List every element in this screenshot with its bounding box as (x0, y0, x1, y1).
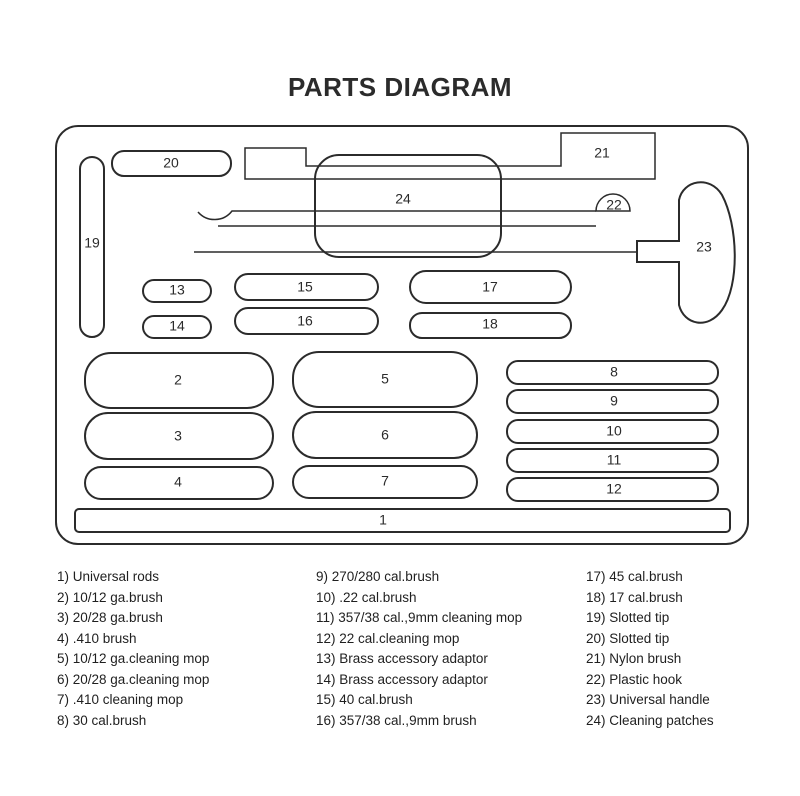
legend-item: 1) Universal rods (57, 569, 160, 584)
legend-item: 21) Nylon brush (586, 651, 682, 666)
label-15: 15 (297, 278, 313, 295)
label-24: 24 (395, 190, 411, 207)
legend-item: 12) 22 cal.cleaning mop (316, 630, 460, 646)
legend-item: 4) .410 brush (57, 630, 137, 646)
legend-item: 10) .22 cal.brush (316, 589, 417, 605)
legend-item: 5) 10/12 ga.cleaning mop (57, 651, 210, 666)
legend-item: 6) 20/28 ga.cleaning mop (57, 671, 210, 687)
label-16: 16 (297, 312, 313, 329)
legend-item: 19) Slotted tip (586, 610, 670, 625)
legend-item: 16) 357/38 cal.,9mm brush (316, 712, 477, 728)
label-9: 9 (610, 392, 618, 409)
label-5: 5 (381, 370, 389, 387)
label-4: 4 (174, 473, 182, 490)
label-3: 3 (174, 427, 182, 444)
label-19: 19 (84, 234, 100, 251)
label-14: 14 (169, 317, 185, 334)
label-22: 22 (606, 196, 622, 213)
slot-23 (637, 182, 735, 322)
legend-item: 11) 357/38 cal.,9mm cleaning mop (316, 610, 523, 625)
legend-item: 8) 30 cal.brush (57, 712, 147, 728)
label-12: 12 (606, 480, 622, 497)
label-8: 8 (610, 363, 618, 380)
slot-1 (75, 509, 730, 532)
legend-column-2 (316, 567, 522, 731)
label-13: 13 (169, 281, 185, 298)
legend-column-3 (586, 567, 714, 731)
legend-item: 24) Cleaning patches (586, 712, 714, 728)
label-6: 6 (381, 426, 389, 443)
case-outline (56, 126, 748, 544)
legend-item: 9) 270/280 cal.brush (316, 569, 440, 584)
label-2: 2 (174, 371, 182, 388)
label-18: 18 (482, 315, 498, 332)
legend-item: 13) Brass accessory adaptor (316, 651, 488, 666)
diagram-title: PARTS DIAGRAM (287, 72, 513, 102)
label-7: 7 (381, 472, 389, 489)
legend-item: 20) Slotted tip (586, 630, 670, 646)
legend-item: 15) 40 cal.brush (316, 692, 413, 707)
legend-item: 17) 45 cal.brush (586, 569, 683, 584)
label-17: 17 (482, 278, 498, 295)
legend-item: 7) .410 cleaning mop (57, 692, 184, 707)
label-10: 10 (606, 422, 622, 439)
label-1: 1 (379, 511, 387, 528)
legend-item: 18) 17 cal.brush (586, 589, 683, 605)
label-11: 11 (606, 451, 622, 468)
legend-item: 23) Universal handle (586, 692, 710, 707)
legend-column-1 (57, 567, 209, 731)
label-20: 20 (163, 154, 179, 171)
label-21: 21 (594, 144, 610, 161)
legend-item: 14) Brass accessory adaptor (316, 671, 488, 687)
hook-rod (198, 211, 596, 220)
legend-item: 2) 10/12 ga.brush (57, 589, 163, 605)
legend-item: 22) Plastic hook (586, 671, 683, 687)
legend-item: 3) 20/28 ga.brush (57, 610, 163, 625)
label-23: 23 (696, 238, 712, 255)
